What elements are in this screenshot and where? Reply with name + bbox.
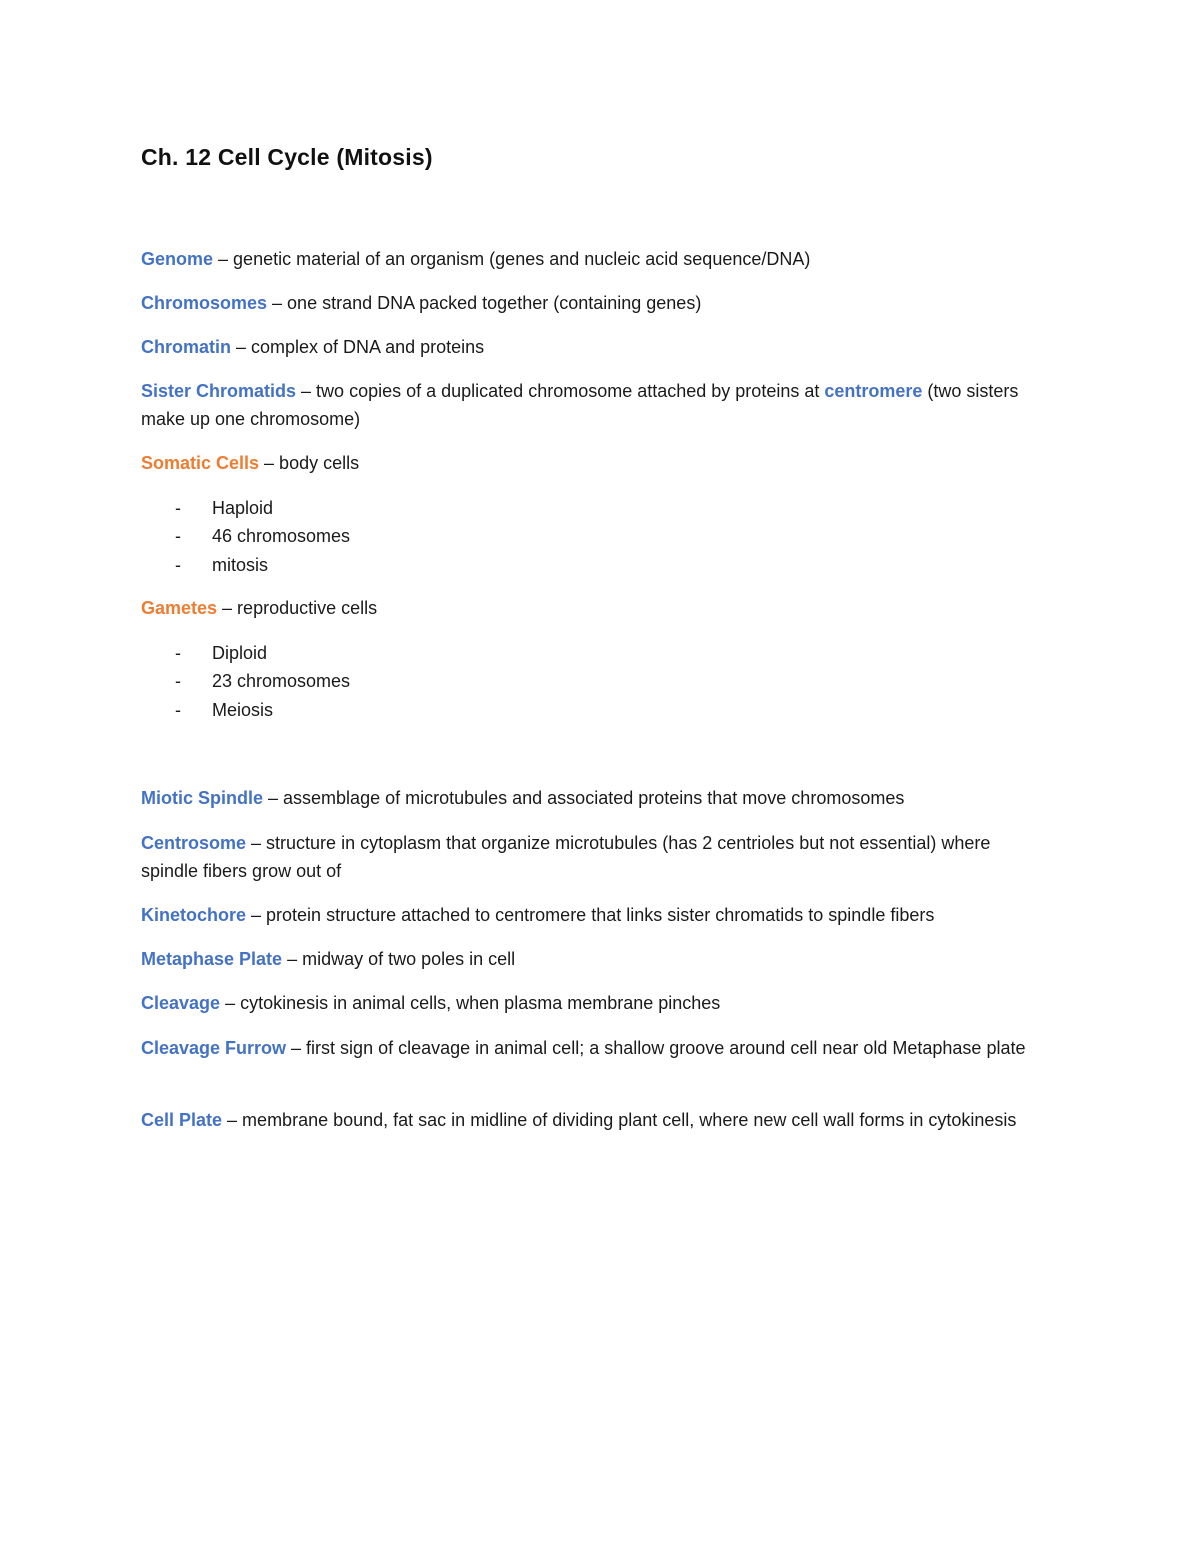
list-item: - mitosis [175,551,350,579]
list-item: - Meiosis [175,696,350,724]
gametes-bullet-list [175,639,350,724]
bullet-dash: - [175,498,181,518]
term-sister-chromatids: Sister Chromatids [141,381,297,401]
somatic-cells-bullet-list [175,494,350,579]
term-gametes: Gametes [141,598,218,618]
definition-centrosome: – structure in cytoplasm that organize microtubules (has 2 centrioles but not essential) where spindle fibers grow out of [141,833,991,881]
page-title: Ch. 12 Cell Cycle (Mitosis) [141,144,433,170]
entry-chromosomes [141,289,1061,317]
list-item: - 46 chromosomes [175,522,350,550]
entry-chromatin [141,333,1061,361]
definition-sister-chromatids-start: – two copies of a duplicated chromosome attached by proteins at [296,381,825,401]
entry-cleavage [141,989,1061,1017]
definition-cell-plate: – membrane bound, fat sac in midline of dividing plant cell, where new cell wall forms in cytokinesis [222,1110,1017,1130]
term-centromere: centromere [824,381,923,401]
term-genome: Genome [141,249,214,269]
term-miotic-spindle: Miotic Spindle [141,788,264,808]
definition-cleavage: – cytokinesis in animal cells, when plasma membrane pinches [220,993,721,1013]
entry-centrosome [141,829,1041,885]
entry-miotic-spindle [141,784,1061,812]
definition-sister-chromatids-end: (two sisters make up one chromosome) [141,381,1019,429]
bullet-dash: - [175,671,181,692]
definition-somatic-cells: – body cells [259,453,360,473]
entry-kinetochore [141,901,1061,929]
entry-cell-plate [141,1106,1021,1134]
term-chromatin: Chromatin [141,337,231,357]
list-item: - Haploid [175,494,350,522]
term-centrosome: Centrosome [141,833,247,853]
bullet-dash: - [175,526,181,547]
term-chromosomes: Chromosomes [141,293,268,313]
entry-sister-chromatids [141,377,1041,433]
list-item: - Diploid [175,639,350,667]
term-cleavage-furrow: Cleavage Furrow [141,1038,287,1058]
term-cell-plate: Cell Plate [141,1110,223,1130]
entry-cleavage-furrow [141,1034,1056,1062]
definition-metaphase-plate: – midway of two poles in cell [282,949,516,969]
definition-miotic-spindle: – assemblage of microtubules and associated proteins that move chromosomes [263,788,905,808]
term-metaphase-plate: Metaphase Plate [141,949,283,969]
entry-somatic-cells [141,449,1061,477]
entry-gametes [141,594,1061,622]
definition-chromatin: – complex of DNA and proteins [231,337,485,357]
entry-metaphase-plate [141,945,1061,973]
definition-kinetochore: – protein structure attached to centromere that links sister chromatids to spindle fibers [246,905,935,925]
term-somatic-cells: Somatic Cells [141,453,260,473]
bullet-dash: - [175,699,181,720]
entry-genome [141,245,1061,273]
bullet-dash: - [175,643,181,663]
definition-chromosomes: – one strand DNA packed together (containing genes) [267,293,702,313]
definition-cleavage-furrow: – first sign of cleavage in animal cell; a shallow groove around cell near old Metaphase plate [286,1038,1026,1058]
definition-genome: – genetic material of an organism (genes and nucleic acid sequence/DNA) [213,249,811,269]
bullet-dash: - [175,554,181,575]
term-kinetochore: Kinetochore [141,905,247,925]
definition-gametes: – reproductive cells [217,598,378,618]
term-cleavage: Cleavage [141,993,221,1013]
list-item: - 23 chromosomes [175,667,350,695]
